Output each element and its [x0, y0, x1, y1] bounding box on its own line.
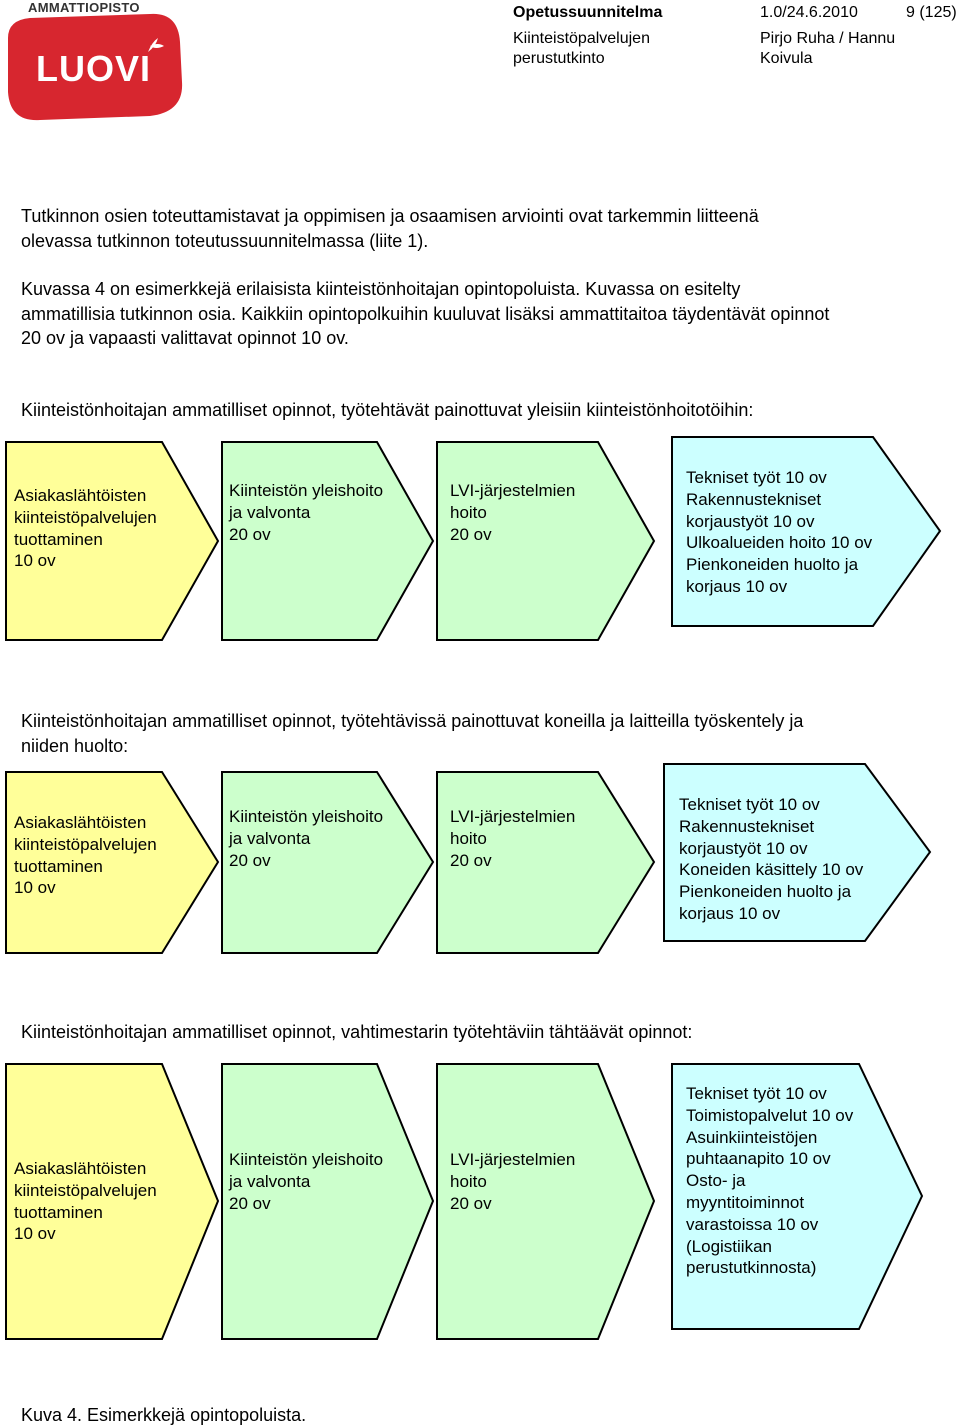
path-heading: Kiinteistönhoitajan ammatilliset opinnot, työtehtävissä painottuvat koneilla ja laitteilla työskentely ja [21, 711, 804, 731]
doc-subject-line1: Kiinteistöpalvelujen [513, 30, 650, 47]
logo-brand: LUOVI [36, 48, 152, 89]
box-text-electives: Tekniset työt 10 ov Rakennustekniset korjaustyöt 10 ov Koneiden käsittely 10 ov Pienkoneiden huolto ja korjaus 10 ov [679, 795, 864, 923]
box-text-general-maintenance: Kiinteistön yleishoito ja valvonta 20 ov [229, 1150, 384, 1213]
doc-version: 1.0/24.6.2010 [760, 4, 858, 21]
paragraph-line: olevassa tutkinnon toteutussuunnitelmassa (liite 1). [21, 231, 429, 251]
paragraph-line: Tutkinnon osien toteuttamistavat ja oppimisen ja osaamisen arviointi ovat tarkemmin liitteenä [21, 206, 759, 226]
box-text-basic: Asiakaslähtöisten kiinteistöpalvelujen tuottaminen 10 ov [14, 813, 157, 898]
path-heading: niiden huolto: [21, 736, 129, 756]
path-heading: Kiinteistönhoitajan ammatilliset opinnot, vahtimestarin työtehtäviin tähtäävät opinnot: [21, 1022, 693, 1042]
box-text-hvac: LVI-järjestelmien hoito 20 ov [450, 1150, 576, 1213]
logo [0, 0, 190, 122]
doc-authors-line1: Pirjo Ruha / Hannu [760, 30, 896, 47]
paragraph-line: Kuvassa 4 on esimerkkejä erilaisista kiinteistönhoitajan opintopoluista. Kuvassa on esitelty [21, 279, 741, 299]
path-heading: Kiinteistönhoitajan ammatilliset opinnot, työtehtävät painottuvat yleisiin kiinteistönhoitotöihin: [21, 400, 754, 420]
box-text-general-maintenance: Kiinteistön yleishoito ja valvonta 20 ov [229, 481, 384, 544]
box-text-electives: Tekniset työt 10 ov Rakennustekniset korjaustyöt 10 ov Ulkoalueiden hoito 10 ov Pienkoneiden huolto ja korjaus 10 ov [686, 468, 873, 596]
box-text-basic: Asiakaslähtöisten kiinteistöpalvelujen tuottaminen 10 ov [14, 1159, 157, 1244]
paragraph-line: ammatillisia tutkinnon osia. Kaikkiin opintopolkuihin kuuluvat lisäksi ammattitaitoa täydentävät opinnot [21, 304, 830, 324]
doc-title: Opetussuunnitelma [513, 4, 663, 21]
box-text-general-maintenance: Kiinteistön yleishoito ja valvonta 20 ov [229, 807, 384, 870]
box-text-electives: Tekniset työt 10 ov Toimistopalvelut 10 ov Asuinkiinteistöjen puhtaanapito 10 ov Osto- ja myyntitoiminnot varastoissa 10 ov (Logistiikan perustutkinnosta) [686, 1084, 854, 1278]
doc-authors-line2: Koivula [760, 50, 813, 67]
paragraph-line: 20 ov ja vapaasti valittavat opinnot 10 ov. [21, 328, 349, 348]
box-text-hvac: LVI-järjestelmien hoito 20 ov [450, 807, 576, 870]
figure-caption: Kuva 4. Esimerkkejä opintopoluista. [21, 1405, 307, 1425]
box-text-basic: Asiakaslähtöisten kiinteistöpalvelujen tuottaminen 10 ov [14, 486, 157, 571]
logo-wordmark-top: AMMATTIOPISTO [28, 0, 140, 15]
page-number: 9 (125) [906, 4, 957, 21]
doc-subject-line2: perustutkinto [513, 50, 605, 67]
box-text-hvac: LVI-järjestelmien hoito 20 ov [450, 481, 576, 544]
